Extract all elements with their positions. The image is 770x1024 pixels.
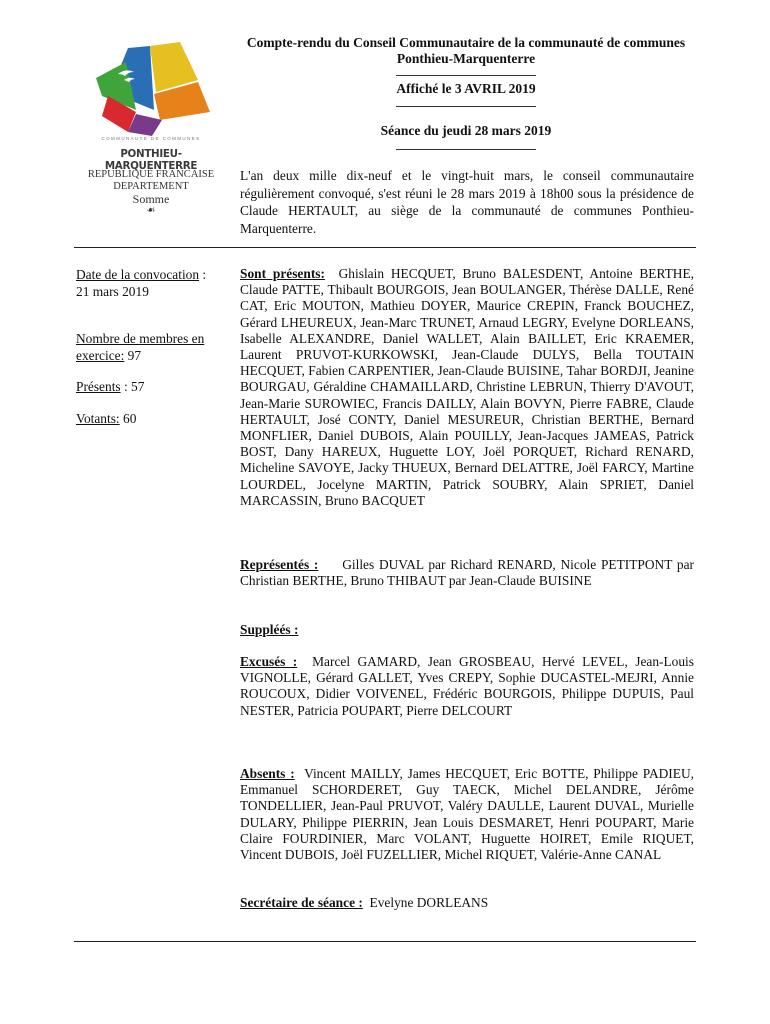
absents-section — [240, 766, 694, 863]
secretaire-label: Secrétaire de séance : — [240, 895, 363, 910]
section-divider — [74, 247, 696, 248]
departement-name: Somme — [132, 192, 170, 206]
affichage-date: Affiché le 3 AVRIL 2019 — [396, 81, 536, 96]
representes-list: Gilles DUVAL par Richard RENARD, Nicole PETITPONT par Christian BERTHE, Bruno THIBAUT par Jean-Claude BUISINE — [240, 557, 694, 589]
votants-value: 60 — [119, 411, 137, 426]
logo-subtitle: COMMUNAUTE DE COMMUNES — [101, 136, 201, 141]
representes-section — [240, 557, 694, 589]
ponthieu-marquenterre-logo — [88, 40, 214, 142]
membres-value: 97 — [124, 348, 142, 363]
supplees-label: Suppléés : — [240, 622, 299, 637]
convocation-block — [76, 266, 234, 300]
fleuron-ornament: ☙ — [146, 205, 156, 216]
intro-paragraph: L'an deux mille dix-neuf et le vingt-huit mars, le conseil communautaire régulièrement convoqué, s'est réuni le 28 mars 2019 à 18h00 sous la présidence de Claude HERTAULT, au siège de la communauté de communes Ponthieu-Marquenterre. — [240, 168, 694, 236]
membres-block — [76, 330, 234, 364]
representes-label: Représentés : — [240, 557, 319, 572]
document-title: Compte-rendu du Conseil Communautaire de la communauté de communes Ponthieu-Marquenterre — [246, 35, 686, 66]
presents-list: Ghislain HECQUET, Bruno BALESDENT, Antoine BERTHE, Claude PATTE, Thibault BOURGOIS, Jean BOULANGER, Thérèse DALLE, René CAT, Eric MOUTON, Mathieu DOYER, Maurice CREPIN, Franck BOUCHEZ, Gérard LHEUREUX, Jean-Marc TRUNET, Arnaud LEGRY, Evelyne DORLEANS, Isabelle ALEXANDRE, Daniel WALLET, Alain BAILLET, Eric KRAEMER, Laurent PRUVOT-KURKOWSKI, Jean-Claude DULYS, Bella TOUTAIN HECQUET, Fabien CARPENTIER, Jean-Claude BUISINE, Tahar BORDJI, Jeanine BOURGAU, Géraldine CHAMAILLARD, Christine LEBRUN, Thierry D'AVOUT, Jean-Marie SUROWIEC, Francis DAILLY, Alain BOVYN, Pierre FABRE, Claude HERTAULT, José CONTY, Daniel MESUREUR, Christian BERTHE, Bernard MONFLIER, Daniel DUBOIS, Alain POUILLY, Jean-Jacques JAMEAS, Patrick BOST, Dany HAREUX, Huguette LOY, Joël PORQUET, Richard RENARD, Micheline SAVOYE, Jacky THUEUX, Bernard DELATTRE, Joël FARCY, Martine LOURDEL, Jocelyne MARTIN, Patrick SOUBRY, Alain SPRIET, Daniel MARCASSIN, Bruno BACQUET — [240, 266, 694, 508]
secretaire-name: Evelyne DORLEANS — [369, 895, 489, 910]
header-separator — [396, 149, 536, 150]
excuses-label: Excusés : — [240, 654, 298, 669]
absents-list: Vincent MAILLY, James HECQUET, Eric BOTTE, Philippe PADIEU, Emmanuel SCHORDERET, Guy TAECK, Michel DELANDRE, Jérôme TONDELLIER, Jean-Paul PRUVOT, Valéry DAULLE, Laurent DUVAL, Murielle DULARY, Philippe PIERRIN, Jean Louis DESMARET, Henri POUPART, Marie Claire FOURDINIER, Marc VOLANT, Huguette HOIRET, Emile RIQUET, Vincent DUBOIS, Joël FUZELLIER, Michel RIQUET, Valérie-Anne CANAL — [240, 766, 694, 863]
footer-divider — [74, 941, 696, 942]
header-separator — [396, 106, 536, 107]
absents-label: Absents : — [240, 766, 295, 781]
presents-count-block — [76, 378, 234, 395]
presents-count-label: Présents — [76, 379, 121, 394]
logo-name: PONTHIEU-MARQUENTERRE — [104, 148, 198, 172]
presents-label: Sont présents: — [240, 266, 325, 281]
votants-block — [76, 410, 234, 427]
secretaire-section — [240, 895, 694, 911]
presents-count-value: : 57 — [120, 379, 145, 394]
votants-label: Votants: — [76, 411, 120, 426]
convocation-sep: : — [199, 267, 207, 282]
convocation-value: 21 mars 2019 — [76, 284, 149, 299]
convocation-label: Date de la convocation — [76, 267, 200, 282]
excuses-list: Marcel GAMARD, Jean GROSBEAU, Hervé LEVEL, Jean-Louis VIGNOLLE, Gérard GALLET, Yves CREPY, Sophie DUCASTEL-MEJRI, Annie ROUCOUX, Didier VOIVENEL, Frédéric BOURGOIS, Philippe DUPUIS, Paul NESTER, Patricia POUPART, Pierre DELCOURT — [240, 654, 694, 718]
presents-section — [240, 266, 694, 509]
republique-label: REPUBLIQUE FRANCAISE DEPARTEMENT — [87, 169, 215, 192]
supplees-section — [240, 622, 694, 638]
header-separator — [396, 75, 536, 76]
membres-label: Nombre de membres en exercice: — [76, 331, 205, 363]
excuses-section — [240, 654, 694, 719]
seance-date: Séance du jeudi 28 mars 2019 — [380, 123, 552, 138]
